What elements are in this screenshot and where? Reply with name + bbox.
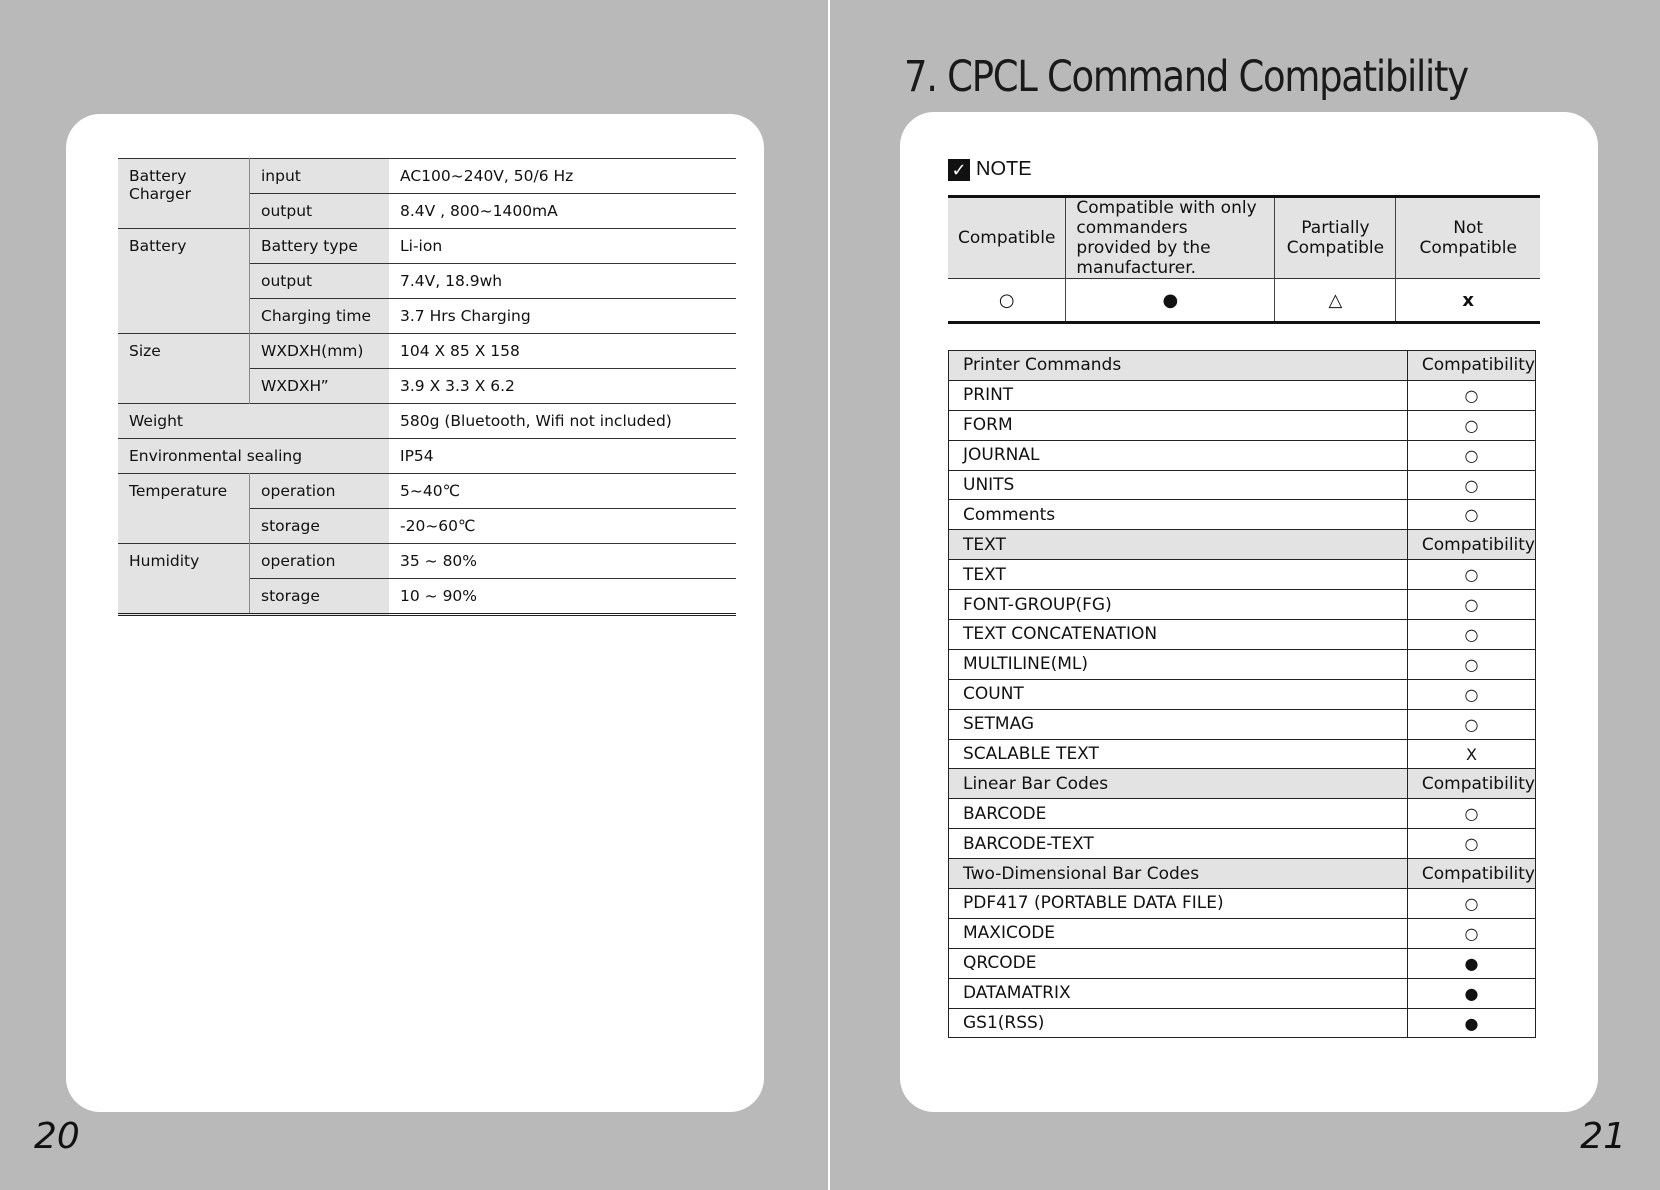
compat-symbol: ● [1407,948,1535,978]
command-row [949,470,1536,500]
section-row [949,769,1536,799]
spec-row [118,159,736,194]
command-name: PDF417 (PORTABLE DATA FILE) [949,889,1408,919]
compat-symbol: ○ [1407,380,1535,410]
section-name: Printer Commands [949,351,1408,381]
spec-value: -20~60℃ [389,509,736,544]
spec-sub-label: storage [250,509,390,544]
command-row [949,978,1536,1008]
compat-symbol: ○ [1407,709,1535,739]
command-row [949,410,1536,440]
spec-label: Temperature [118,474,250,544]
command-name: MULTILINE(ML) [949,649,1408,679]
command-name: DATAMATRIX [949,978,1408,1008]
compat-symbol: X [1407,739,1535,769]
section-name: Linear Bar Codes [949,769,1408,799]
spec-sub-label: input [250,159,390,194]
compat-symbol: ○ [1407,918,1535,948]
command-row [949,620,1536,650]
spec-row [118,439,736,474]
spec-sub-label: Charging time [250,299,390,334]
command-name: FONT-GROUP(FG) [949,590,1408,620]
spec-sub-label: operation [250,474,390,509]
legend-symbol-compatible: ○ [948,279,1066,323]
command-row [949,739,1536,769]
compat-symbol: ○ [1407,470,1535,500]
command-name: MAXICODE [949,918,1408,948]
command-row [949,889,1536,919]
legend-table [948,195,1540,324]
legend-header-not: Not Compatible [1396,197,1540,279]
spec-row [118,404,736,439]
command-row [949,679,1536,709]
command-name: TEXT CONCATENATION [949,620,1408,650]
spec-row [118,474,736,509]
command-name: BARCODE [949,799,1408,829]
spec-value: 580g (Bluetooth, Wifi not included) [389,404,736,439]
compat-symbol: ● [1407,1008,1535,1038]
section-compat-header: Compatibility [1407,351,1535,381]
spec-table [118,158,736,616]
section-name: TEXT [949,530,1408,560]
page-number-right: 21 [1580,1116,1626,1157]
command-name: TEXT [949,560,1408,590]
command-row [949,948,1536,978]
spec-sub-label: Battery type [250,229,390,264]
spec-sub-label: output [250,264,390,299]
command-row [949,829,1536,859]
command-name: FORM [949,410,1408,440]
command-name: Comments [949,500,1408,530]
command-row [949,1008,1536,1038]
command-row [949,380,1536,410]
spec-sub-label: WXDXH” [250,369,390,404]
compat-symbol: ○ [1407,649,1535,679]
section-compat-header: Compatibility [1407,530,1535,560]
command-name: SETMAG [949,709,1408,739]
spec-row [118,334,736,369]
command-row [949,590,1536,620]
compat-symbol: ○ [1407,829,1535,859]
spec-value: IP54 [389,439,736,474]
command-name: COUNT [949,679,1408,709]
legend-symbol-not: x [1396,279,1540,323]
checkbox-icon: ✓ [948,159,970,181]
spec-label: Humidity [118,544,250,615]
spec-value: 3.9 X 3.3 X 6.2 [389,369,736,404]
note-label: NOTE [976,158,1032,180]
section-compat-header: Compatibility [1407,769,1535,799]
command-row [949,440,1536,470]
spec-value: 10 ~ 90% [389,579,736,615]
command-name: QRCODE [949,948,1408,978]
spec-sub-label: output [250,194,390,229]
page-title: 7. CPCL Command Compatibility [904,52,1468,102]
command-row [949,918,1536,948]
legend-header-manufacturer: Compatible with only commanders provided by the manufacturer. [1066,197,1275,279]
spec-label: Weight [118,404,389,439]
command-name: PRINT [949,380,1408,410]
note-heading [948,158,1032,181]
page-number-left: 20 [34,1116,80,1157]
compat-symbol: ○ [1407,560,1535,590]
spec-value: AC100~240V, 50/6 Hz [389,159,736,194]
legend-symbol-partial: △ [1275,279,1396,323]
compat-symbol: ○ [1407,590,1535,620]
compat-symbol: ● [1407,978,1535,1008]
section-row [949,351,1536,381]
spec-value: 8.4V , 800~1400mA [389,194,736,229]
spec-sub-label: storage [250,579,390,615]
section-name: Two-Dimensional Bar Codes [949,859,1408,889]
command-name: BARCODE-TEXT [949,829,1408,859]
spec-value: Li-ion [389,229,736,264]
spec-label: Battery Charger [118,159,250,229]
command-name: GS1(RSS) [949,1008,1408,1038]
compat-symbol: ○ [1407,799,1535,829]
spec-label: Battery [118,229,250,334]
spec-value: 104 X 85 X 158 [389,334,736,369]
spec-row [118,229,736,264]
spec-value: 5~40℃ [389,474,736,509]
legend-header-compatible: Compatible [948,197,1066,279]
compat-symbol: ○ [1407,440,1535,470]
compat-symbol: ○ [1407,500,1535,530]
command-name: SCALABLE TEXT [949,739,1408,769]
command-row [949,500,1536,530]
command-row [949,560,1536,590]
command-name: JOURNAL [949,440,1408,470]
compat-symbol: ○ [1407,679,1535,709]
section-row [949,859,1536,889]
command-row [949,649,1536,679]
compat-symbol: ○ [1407,410,1535,440]
spec-sub-label: operation [250,544,390,579]
compat-symbol: ○ [1407,620,1535,650]
spec-sub-label: WXDXH(mm) [250,334,390,369]
compat-symbol: ○ [1407,889,1535,919]
spec-value: 35 ~ 80% [389,544,736,579]
command-row [949,709,1536,739]
compatibility-table [948,350,1536,1038]
spec-value: 3.7 Hrs Charging [389,299,736,334]
spec-label: Size [118,334,250,404]
section-row [949,530,1536,560]
spec-value: 7.4V, 18.9wh [389,264,736,299]
command-name: UNITS [949,470,1408,500]
section-compat-header: Compatibility [1407,859,1535,889]
spec-label: Environmental sealing [118,439,389,474]
spec-row [118,544,736,579]
legend-symbol-manufacturer: ● [1066,279,1275,323]
legend-header-partial: Partially Compatible [1275,197,1396,279]
command-row [949,799,1536,829]
